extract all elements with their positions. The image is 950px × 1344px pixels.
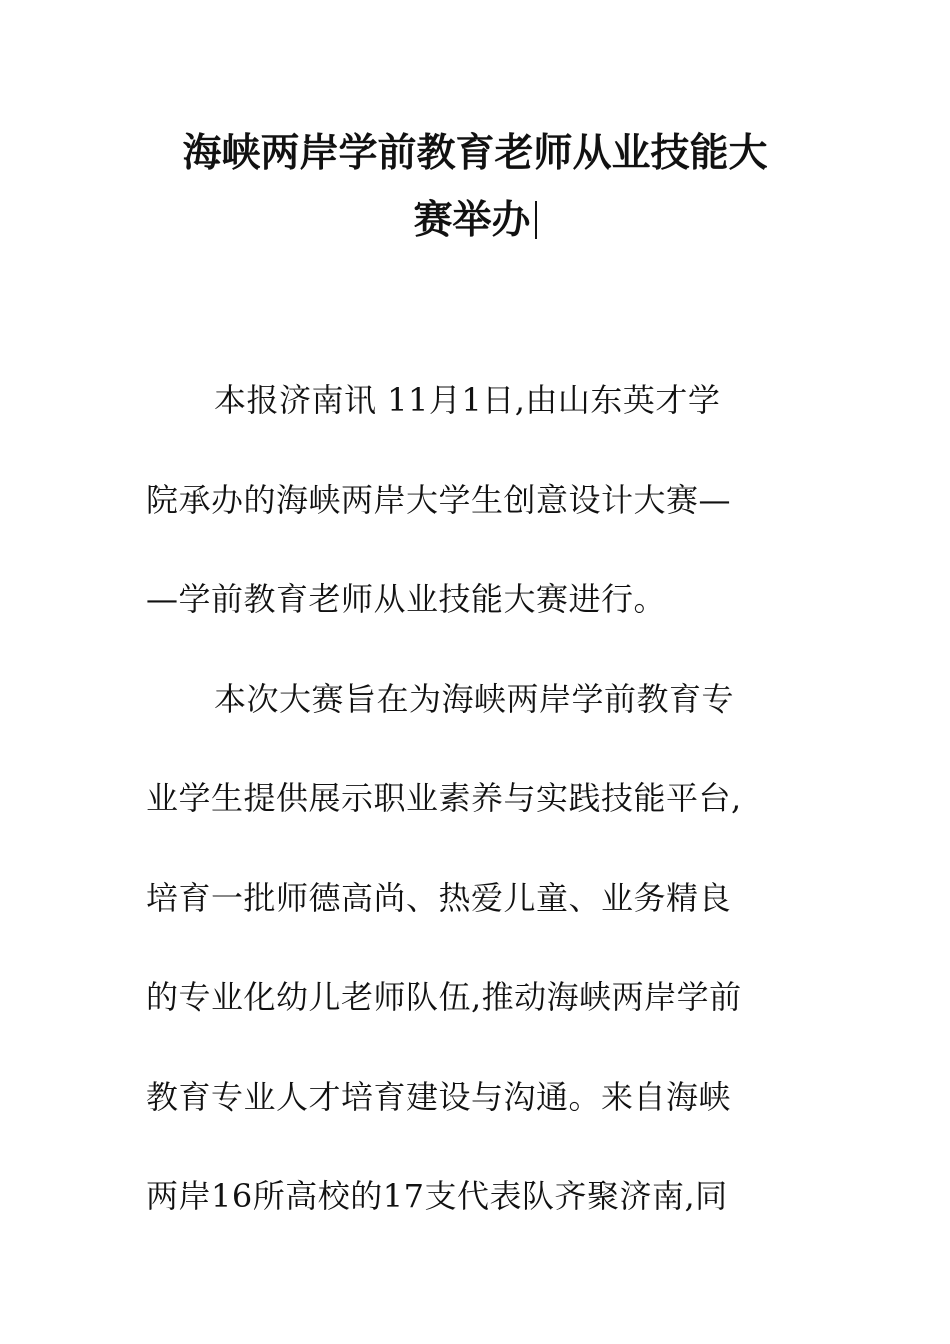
paragraph-2-line-2: 业学生提供展示职业素养与实践技能平台,: [146, 779, 742, 817]
paragraph-2-line-4: 的专业化幼儿老师队伍,推动海峡两岸学前: [146, 978, 742, 1016]
paragraph-2-line-3: 培育一批师德高尚、热爱儿童、业务精良: [146, 878, 732, 917]
paragraph-1-line-1: 本报济南讯 11月1日,由山东英才学: [214, 381, 721, 419]
paragraph-1-line-3: —学前教育老师从业技能大赛进行。: [146, 580, 667, 618]
article-body: [146, 372, 806, 1268]
paragraph-2-line-1: 本次大赛旨在为海峡两岸学前教育专: [214, 679, 735, 718]
paragraph-1-line-2: 院承办的海峡两岸大学生创意设计大赛—: [146, 480, 732, 519]
paragraph-2-line-6: 两岸16所高校的17支代表队齐聚济南,同: [146, 1177, 728, 1215]
title-line-2-text: 赛举办: [413, 198, 531, 243]
title-line-2: [0, 195, 950, 247]
title-line-1: 海峡两岸学前教育老师从业技能大: [182, 131, 768, 176]
document-title: [0, 128, 950, 247]
paragraph-2-line-5: 教育专业人才培育建设与沟通。来自海峡: [146, 1077, 732, 1116]
text-cursor: [535, 201, 537, 239]
